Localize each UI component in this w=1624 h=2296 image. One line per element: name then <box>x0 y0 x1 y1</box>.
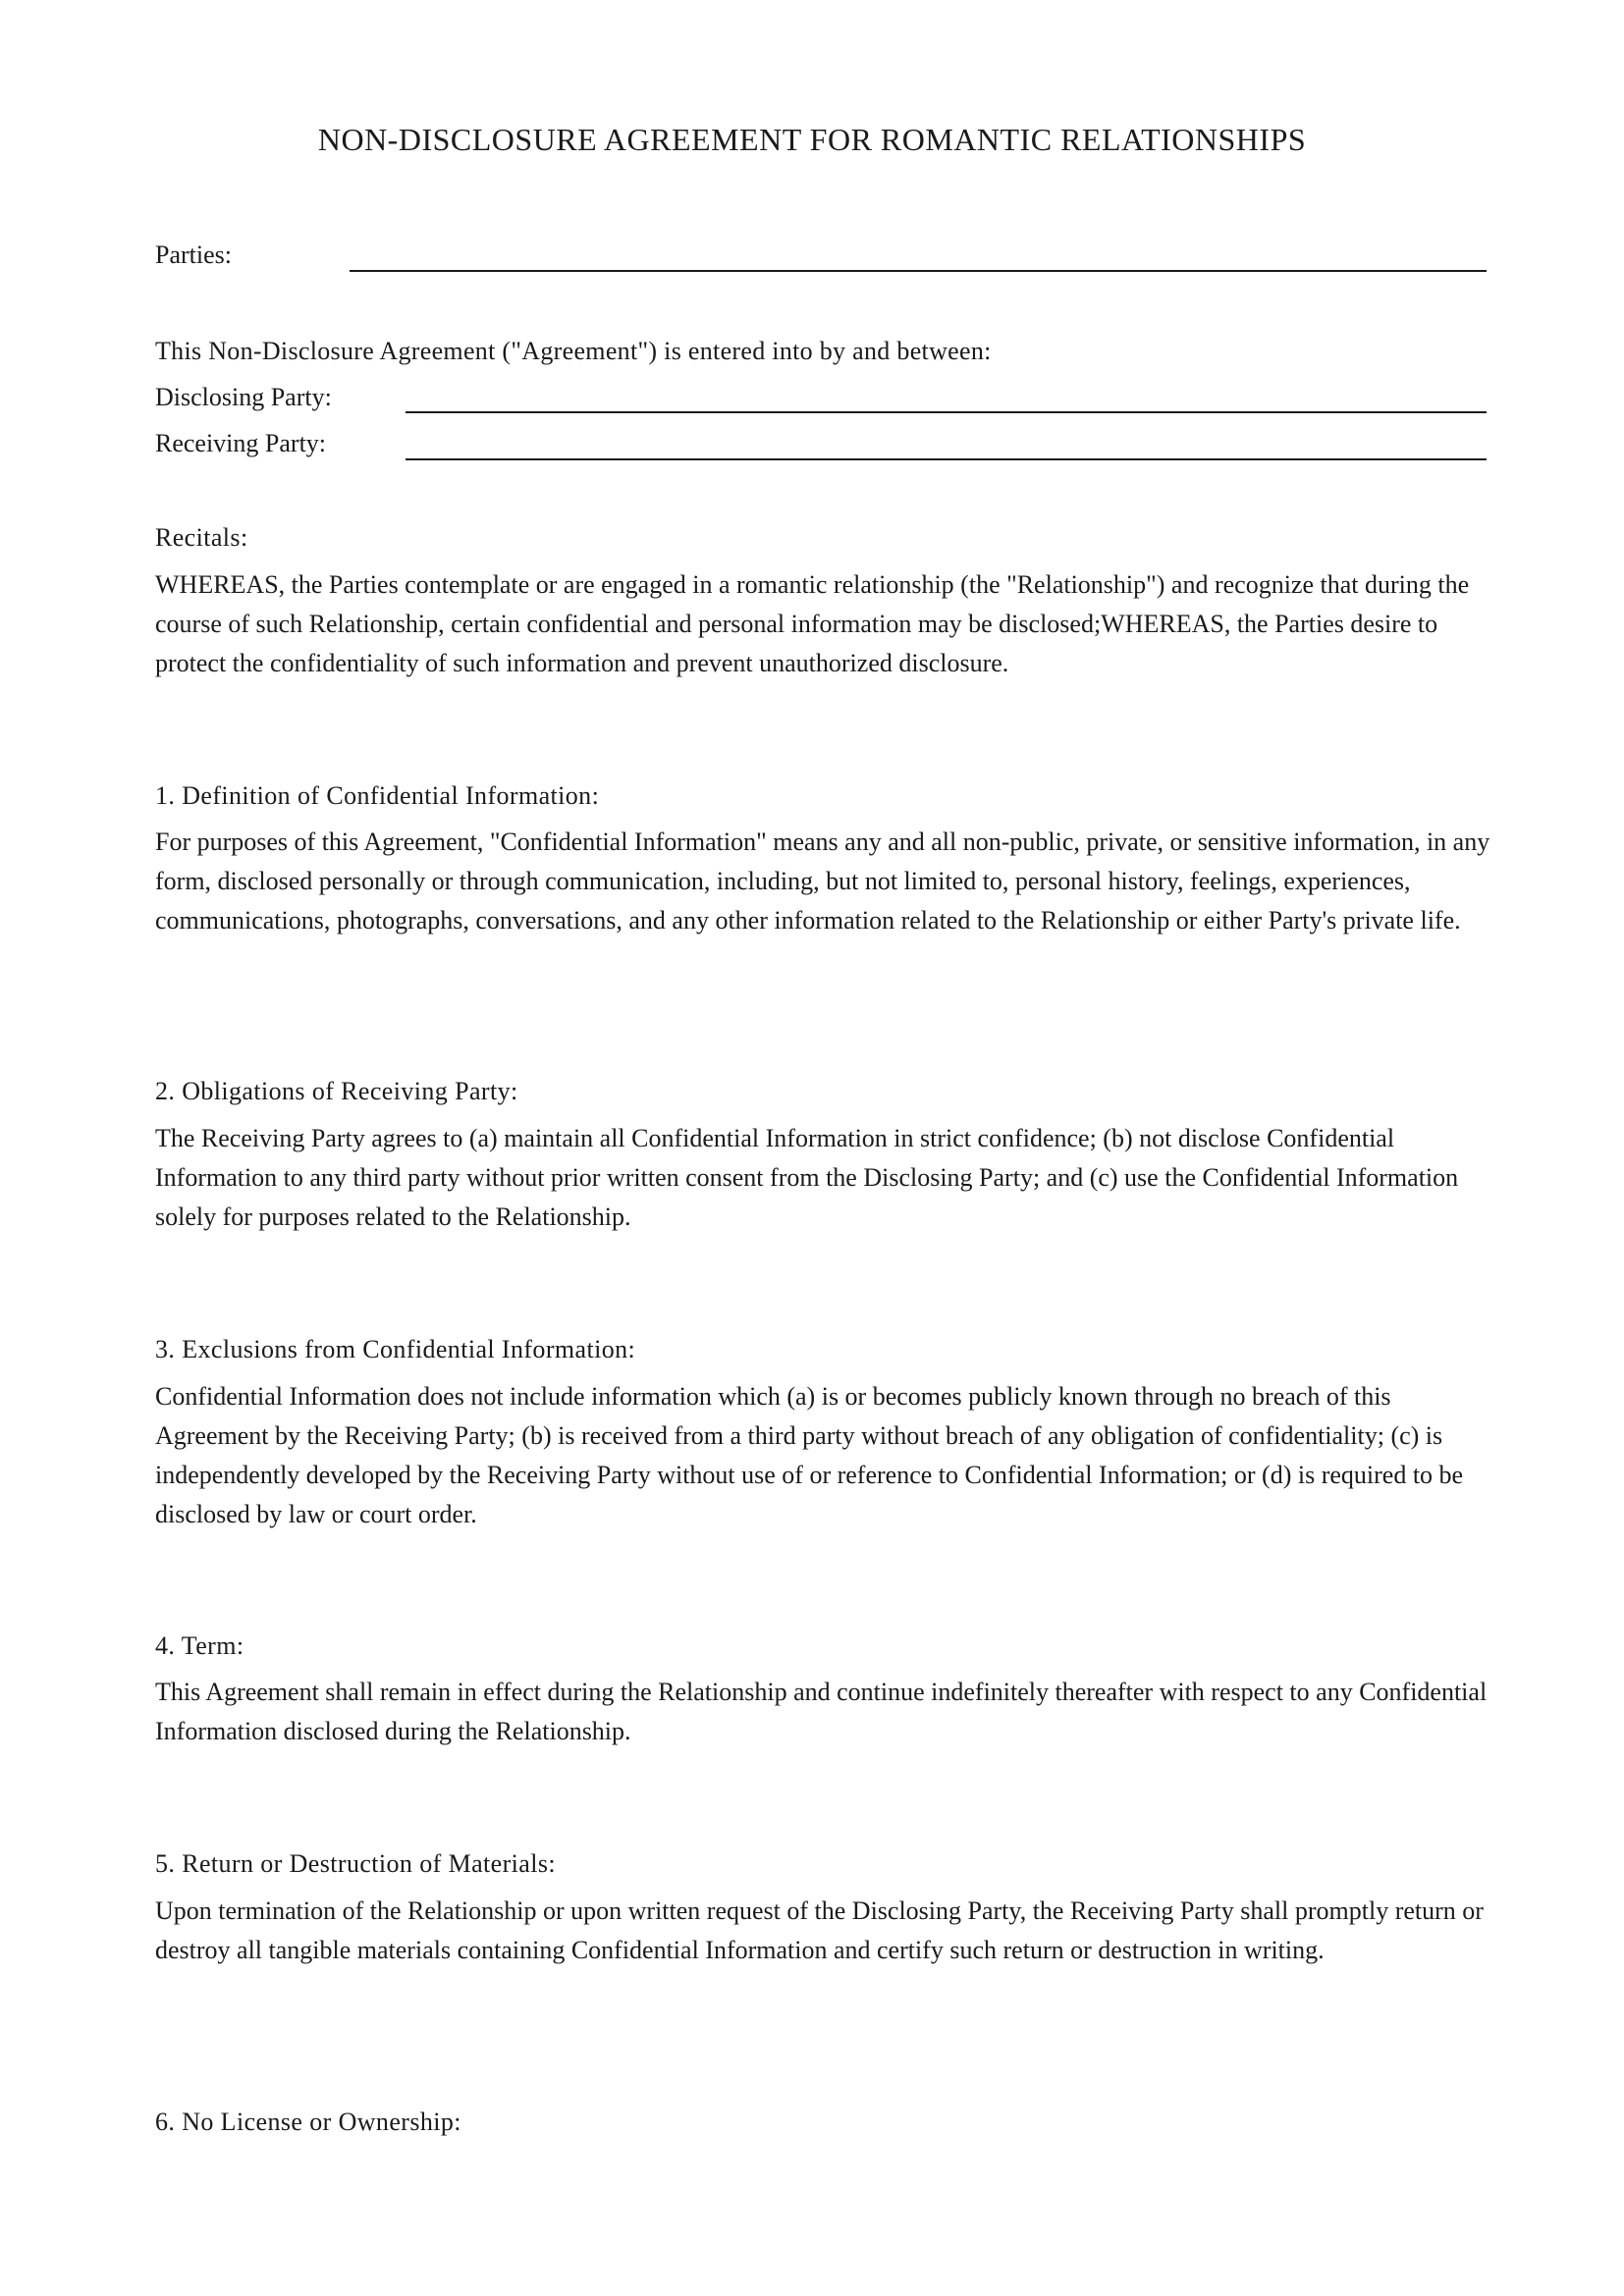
section-3-body: Confidential Information does not include information which (a) is or becomes publicly known through no breach of this Agreement by the Receiving Party; (b) is received from a third party without breach of any obligation of confidentiality; (c) is independently developed by the Receiving Party without use of or reference to Confidential Information; or (d) is required to be disclosed by law or court order. <box>155 1382 1464 1528</box>
section-5-body: Upon termination of the Relationship or upon written request of the Disclosing Party, the Receiving Party shall promptly return or destroy all tangible materials containing Confidential Information and certify such return or destruction in writing. <box>155 1896 1484 1964</box>
section-1-body: For purposes of this Agreement, "Confidential Information" means any and all non-public, private, or sensitive information, in any form, disclosed personally or through communication, including, but not limited to, personal history, feelings, experiences, communications, photographs, conversations, and any other information related to the Relationship or either Party's private life. <box>155 828 1490 934</box>
section-4-heading: 4. Term: <box>155 1631 244 1660</box>
parties-signature-line[interactable] <box>350 270 1487 272</box>
recitals-heading: Recitals: <box>155 523 248 552</box>
parties-label: Parties: <box>155 240 232 269</box>
disclosing-party-label: Disclosing Party: <box>155 383 332 411</box>
section-1-heading: 1. Definition of Confidential Information: <box>155 781 600 810</box>
section-5-heading: 5. Return or Destruction of Materials: <box>155 1849 556 1878</box>
intro-text: This Non-Disclosure Agreement ("Agreement") is entered into by and between: <box>155 337 992 365</box>
section-4-body: This Agreement shall remain in effect during the Relationship and continue indefinitely thereafter with respect to any Confidential Information disclosed during the Relationship. <box>155 1678 1488 1745</box>
document-title: NON-DISCLOSURE AGREEMENT FOR ROMANTIC RELATIONSHIPS <box>317 122 1307 157</box>
section-3-heading: 3. Exclusions from Confidential Information: <box>155 1335 636 1363</box>
disclosing-party-line[interactable] <box>406 411 1487 413</box>
section-2-heading: 2. Obligations of Receiving Party: <box>155 1077 518 1105</box>
section-6-heading: 6. No License or Ownership: <box>155 2108 461 2136</box>
section-2-body: The Receiving Party agrees to (a) maintain all Confidential Information in strict confidence; (b) not disclose Confidential Information to any third party without prior written consent from the Disclosing Party; and (c) use the Confidential Information solely for purposes related to the Relationship. <box>155 1124 1459 1231</box>
receiving-party-line[interactable] <box>406 458 1487 460</box>
recitals-body: WHEREAS, the Parties contemplate or are engaged in a romantic relationship (the "Relationship") and recognize that during the course of such Relationship, certain confidential and personal information may be disclosed;WHEREAS, the Parties desire to protect the confidentiality of such information and prevent unauthorized disclosure. <box>155 570 1470 677</box>
receiving-party-label: Receiving Party: <box>155 429 327 457</box>
